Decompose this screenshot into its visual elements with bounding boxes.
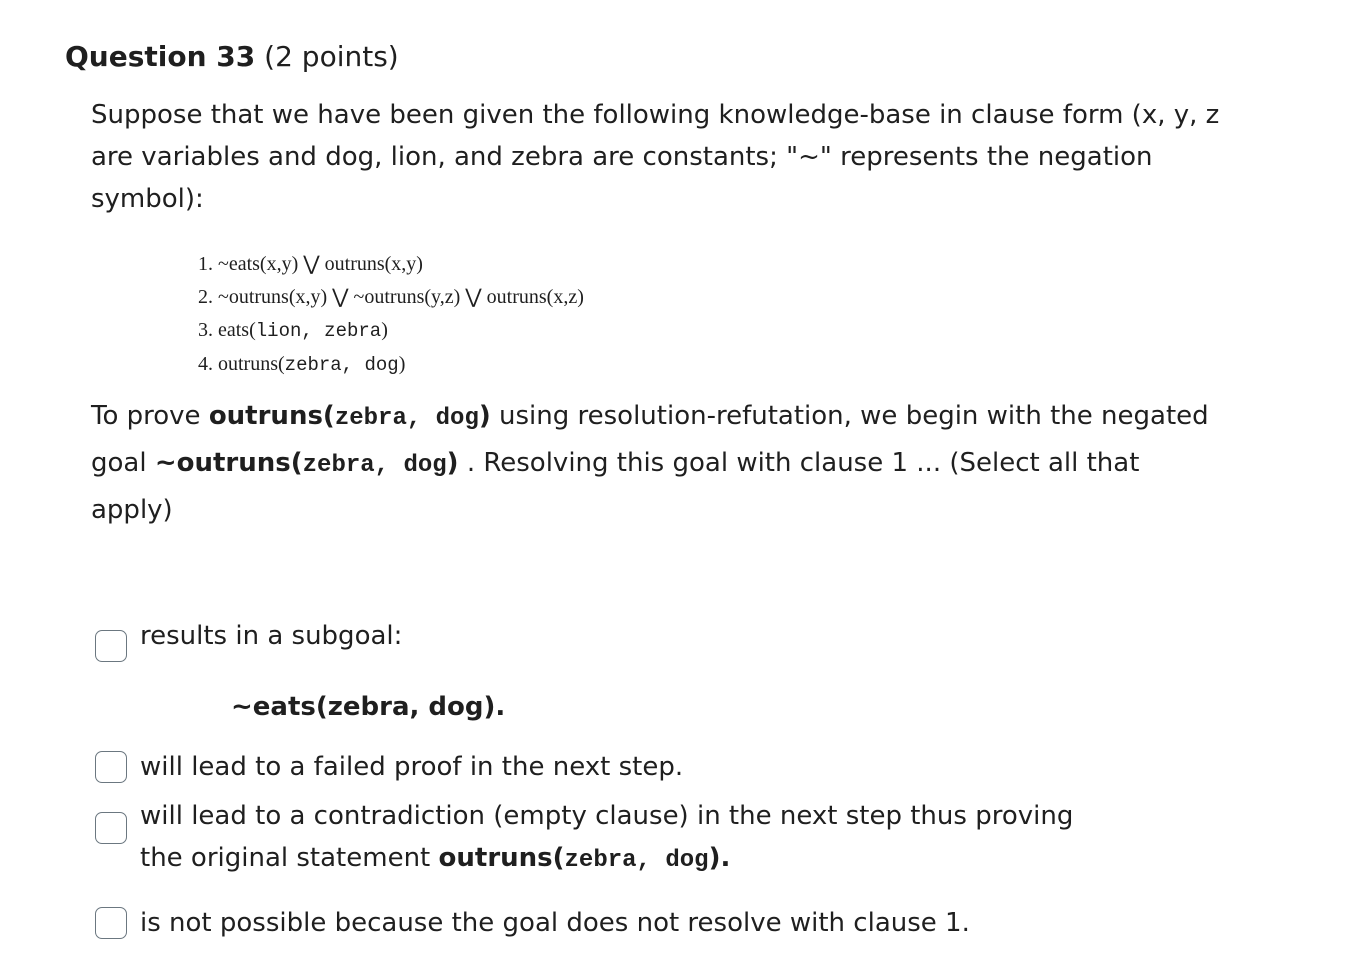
- option-label: results in a subgoal:: [140, 621, 403, 651]
- clause-list: [198, 248, 584, 382]
- option-label: is not possible because the goal does not resolve with clause 1.: [140, 908, 970, 938]
- checkbox[interactable]: [95, 751, 127, 783]
- checkbox[interactable]: [95, 812, 127, 844]
- option-goal-arguments: zebra, dog: [564, 847, 709, 874]
- answer-option-1[interactable]: [95, 621, 403, 662]
- goal-arguments: zebra, dog: [334, 405, 479, 432]
- clause-item: [198, 281, 584, 314]
- prompt-text: . Resolving this goal with clause 1 ... (Select all that apply): [91, 448, 1140, 525]
- clause-number: 4.: [198, 353, 213, 375]
- clause-text: ~outruns(x,y) ⋁ ~outruns(y,z) ⋁ outruns(x,z): [218, 286, 584, 308]
- clause-predicate: outruns(: [218, 353, 285, 375]
- goal-close: ): [478, 401, 491, 431]
- option-goal-close: ).: [708, 843, 731, 873]
- clause-arguments: zebra, dog: [284, 354, 399, 376]
- option-text: will lead to a contradiction (empty clause) in the next step thus proving the original statement: [140, 801, 1074, 873]
- negated-goal-close: ): [446, 448, 459, 478]
- question-number: Question 33: [65, 40, 256, 73]
- negated-goal-arguments: zebra, dog: [302, 452, 447, 479]
- answer-option-3[interactable]: [95, 801, 1120, 882]
- question-prompt: [91, 394, 1221, 532]
- answer-option-4[interactable]: [95, 907, 970, 944]
- question-intro: Suppose that we have been given the following knowledge-base in clause form (x, y, z are variables and dog, lion, and zebra are constants; "~" represents the negation symbol):: [91, 100, 1220, 214]
- option-goal-predicate: outruns(: [438, 843, 565, 873]
- option-label: will lead to a failed proof in the next step.: [140, 752, 684, 782]
- clause-item: [198, 348, 584, 382]
- clause-item: [198, 314, 584, 348]
- clause-predicate: eats(: [218, 319, 256, 341]
- clause-close: ): [381, 319, 388, 341]
- clause-number: 1.: [198, 253, 213, 275]
- checkbox[interactable]: [95, 630, 127, 662]
- question-header: [65, 38, 399, 76]
- clause-close: ): [398, 353, 406, 375]
- negated-goal-predicate: ~outruns(: [154, 448, 303, 478]
- clause-number: 2.: [198, 286, 213, 308]
- clause-arguments: lion, zebra: [255, 320, 382, 342]
- option-subgoal: ~eats(zebra, dog).: [231, 692, 506, 722]
- checkbox[interactable]: [95, 907, 127, 939]
- goal-predicate: outruns(: [208, 401, 335, 431]
- clause-number: 3.: [198, 319, 213, 341]
- prompt-text: To prove: [91, 401, 209, 431]
- prompt-text: using resolution-refutation, we begin with the negated goal: [91, 401, 1209, 478]
- clause-text: ~eats(x,y) ⋁ outruns(x,y): [218, 253, 423, 275]
- answer-option-2[interactable]: [95, 751, 683, 788]
- clause-item: [198, 248, 584, 281]
- option-label: [140, 795, 1120, 882]
- question-points: (2 points): [264, 40, 399, 73]
